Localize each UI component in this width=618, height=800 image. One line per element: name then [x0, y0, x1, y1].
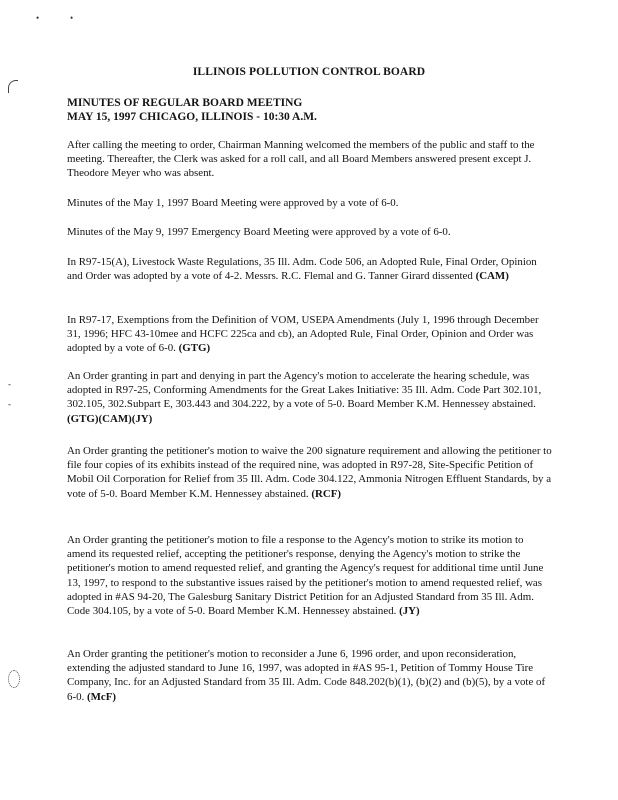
- paragraph-r97-25: [67, 369, 552, 426]
- scan-speck: -: [8, 399, 11, 409]
- member-initials-tag: (McF): [86, 690, 117, 703]
- paragraph-text: Minutes of the May 9, 1997 Emergency Board Meeting were approved by a vote of 6-0.: [67, 226, 451, 238]
- paragraph-as-95-1: [67, 647, 552, 704]
- paragraph-text: An Order granting the petitioner's motion to reconsider a June 6, 1996 order, and upon reconsideration, extending the adjusted standard to June 16, 1997, was adopted in #AS 95-1, Petition of Tommy House Tire Company, Inc. for an Adjusted Standard from 35 Ill. Adm. Code 848.202(b)(1), (b)(2) and (b)(5), by a vote of 6-0.: [67, 648, 546, 703]
- paragraph-opening: [67, 138, 552, 181]
- meeting-heading-line2: MAY 15, 1997 CHICAGO, ILLINOIS - 10:30 A.M.: [67, 111, 317, 123]
- paragraph-minutes-may1: [67, 196, 552, 210]
- scan-speck: -: [8, 379, 11, 389]
- meeting-heading: [67, 96, 317, 124]
- meeting-heading-line1: MINUTES OF REGULAR BOARD MEETING: [67, 97, 303, 109]
- scan-mark: [8, 80, 18, 93]
- document-title: ILLINOIS POLLUTION CONTROL BOARD: [192, 66, 426, 78]
- scan-speck: •: [36, 13, 40, 23]
- paragraph-text: An Order granting the petitioner's motion to file a response to the Agency's motion to strike its motion to amend its requested relief, accepting the petitioner's response, denying the Agency's motion to strike the petitioner's motion to amend requested relief, and granting the Agency's request for additional time until June 13, 1997, to respond to the substantive issues raised by the petitioner's motion to amend requested relief, was adopted in #AS 94-20, The Galesburg Sanitary District Petition for an Adjusted Standard from 35 Ill. Adm. Code 304.105, by a vote of 5-0. Board Member K.M. Hennessey abstained.: [67, 534, 544, 618]
- paragraph-text: After calling the meeting to order, Chairman Manning welcomed the members of the public and staff to the meeting. Thereafter, the Clerk was asked for a roll call, and all Board Members answered present except J. Theodore Meyer who was absent.: [67, 139, 535, 180]
- paragraph-text: Minutes of the May 1, 1997 Board Meeting were approved by a vote of 6-0.: [67, 197, 399, 209]
- scan-mark: [8, 670, 20, 688]
- paragraph-text: In R97-15(A), Livestock Waste Regulations, 35 Ill. Adm. Code 506, an Adopted Rule, Final Order, Opinion and Order was adopted by a vote of 4-2. Messrs. R.C. Flemal and G. Tanner Girard dissented: [67, 256, 537, 283]
- paragraph-text: In R97-17, Exemptions from the Definition of VOM, USEPA Amendments (July 1, 1996 through December 31, 1996; HFC 43-10mee and HCFC 225ca and cb), an Adopted Rule, Final Order, Opinion and Order was adopted by a vote of 6-0.: [67, 314, 539, 355]
- paragraph-r97-28: [67, 444, 552, 501]
- paragraph-r97-15a: [67, 255, 552, 283]
- paragraph-r97-17: [67, 313, 552, 356]
- member-initials-tag: (RCF): [311, 487, 342, 500]
- member-initials-tag: (JY): [399, 605, 420, 618]
- member-initials-tag: (CAM): [475, 270, 509, 283]
- paragraph-text: An Order granting in part and denying in part the Agency's motion to accelerate the hearing schedule, was adopted in R97-25, Conforming Amendments for the Great Lakes Initiative: 35 Ill. Adm. Code Part 302.101, 302.105, 302.Subpart E, 303.443 and 304.222, by a vote of 5-0. Board Member K.M. Hennessey abstained.: [67, 370, 542, 411]
- paragraph-minutes-may9: [67, 225, 552, 239]
- scan-speck: •: [70, 13, 74, 23]
- paragraph-text: An Order granting the petitioner's motion to waive the 200 signature requirement and allowing the petitioner to file four copies of its exhibits instead of the required nine, was adopted in R97-28, Site-Specific Petition of Mobil Oil Corporation for Relief from 35 Ill. Adm. Code 304.122, Ammonia Nitrogen Effluent Standards, by a vote of 5-0. Board Member K.M. Hennessey abstained.: [67, 445, 552, 500]
- member-initials-tag: (GTG)(CAM)(JY): [67, 412, 153, 425]
- paragraph-as-94-20: [67, 533, 552, 618]
- member-initials-tag: (GTG): [178, 342, 211, 355]
